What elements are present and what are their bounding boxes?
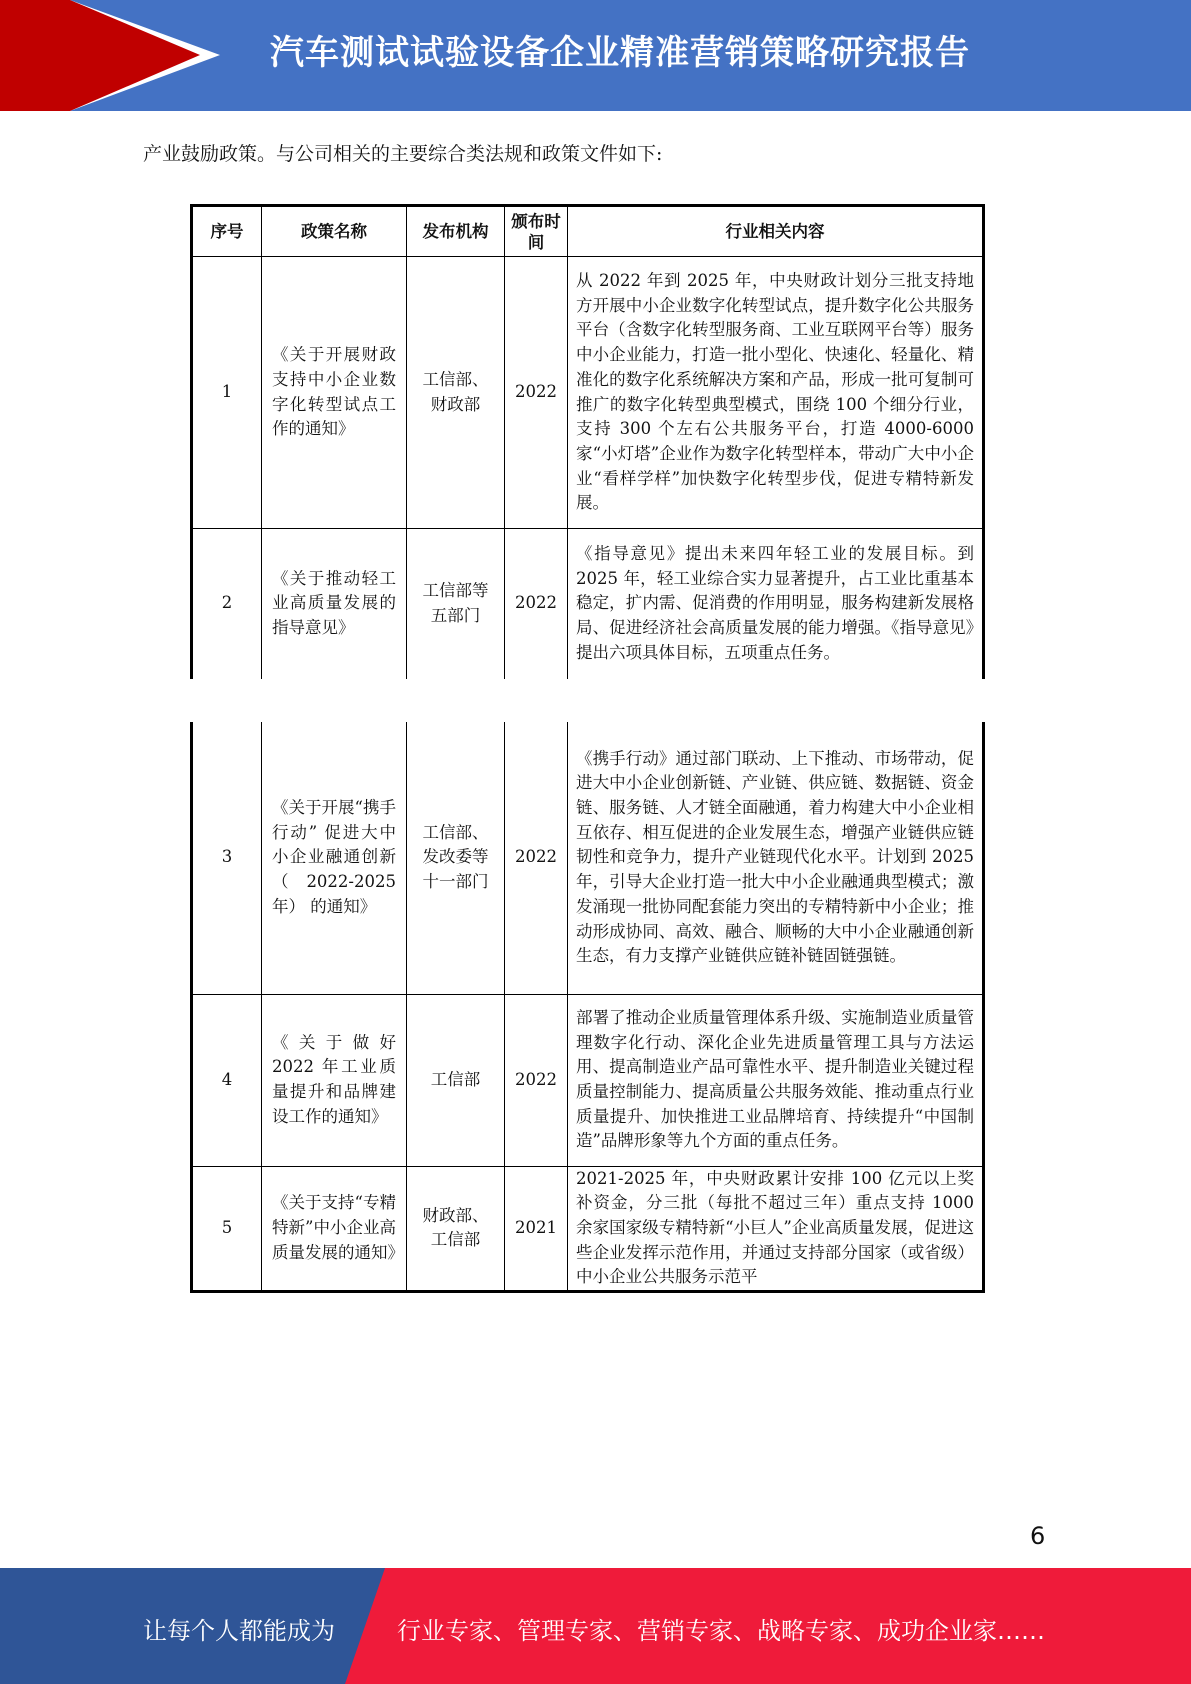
row-content: 从 2022 年到 2025 年，中央财政计划分三批支持地方开展中小企业数字化转型试点，提升数字化公共服务平台（含数字化转型服务商、工业互联网平台等）服务中小企业能力，打造一批小型化、快速化、轻量化、精准化的数字化系统解决方案和产品，形成一批可复制可推广的数字化转型典型模式，围绕 100 个细分行业，支持 300 个左右公共服务平台，打造 4000-6000 家“小灯塔”企业作为数字化转型样本，带动广大中小企业“看样学样”加快数字化转型步伐，促进专精特新发展。 (568, 257, 984, 529)
row-org: 工信部 (407, 994, 505, 1166)
header-org: 发布机构 (407, 206, 505, 257)
row-year: 2022 (505, 722, 568, 994)
row-content: 《指导意见》提出未来四年轻工业的发展目标。到 2025 年，轻工业综合实力显著提升，占工业比重基本稳定，扩内需、促消费的作用明显，服务构建新发展格局、促进经济社会高质量发展的能力增强。《指导意见》提出六项具体目标，五项重点任务。 (568, 529, 984, 679)
row-policy-name: 《关于推动轻工业高质量发展的指导意见》 (262, 529, 407, 679)
row-org: 工信部等五部门 (407, 529, 505, 679)
row-no: 4 (192, 994, 262, 1166)
row-year: 2022 (505, 994, 568, 1166)
table-row (192, 1166, 984, 1292)
footer-slogan-right: 行业专家、管理专家、营销专家、战略专家、成功企业家…… (397, 1617, 1045, 1645)
row-no: 3 (192, 722, 262, 994)
header-red-block (0, 0, 70, 111)
policy-table-part1 (190, 204, 985, 679)
table-row (192, 529, 984, 679)
header-content: 行业相关内容 (568, 206, 984, 257)
table-header-row (192, 206, 984, 257)
intro-text: 产业鼓励政策。与公司相关的主要综合类法规和政策文件如下: (143, 143, 663, 165)
table-row (192, 994, 984, 1166)
row-org: 工信部、发改委等十一部门 (407, 722, 505, 994)
page-number: 6 (1030, 1522, 1046, 1550)
row-no: 2 (192, 529, 262, 679)
footer-banner (0, 1568, 1191, 1684)
row-policy-name: 《关于开展“携手行动” 促进大中小企业融通创新（2022-2025年） 的通知》 (262, 722, 407, 994)
row-year: 2021 (505, 1166, 568, 1292)
row-no: 5 (192, 1166, 262, 1292)
table-row (192, 722, 984, 994)
row-content: 《携手行动》通过部门联动、上下推动、市场带动，促进大中小企业创新链、产业链、供应链、数据链、资金链、服务链、人才链全面融通，着力构建大中小企业相互依存、相互促进的企业发展生态，增强产业链供应链韧性和竞争力，提升产业链现代化水平。计划到 2025 年，引导大企业打造一批大中小企业融通典型模式；激发涌现一批协同配套能力突出的专精特新中小企业；推动形成协同、高效、融合、顺畅的大中小企业融通创新生态，有力支撑产业链供应链补链固链强链。 (568, 722, 984, 994)
header-arrow (70, 0, 200, 111)
header-year: 颁布时间 (505, 206, 568, 257)
header-banner (0, 0, 1191, 111)
policy-table-part2 (190, 722, 985, 1293)
footer-slogan-left: 让每个人都能成为 (143, 1617, 335, 1645)
footer-blue-slant (345, 1568, 385, 1684)
row-no: 1 (192, 257, 262, 529)
report-title: 汽车测试试验设备企业精准营销策略研究报告 (270, 33, 970, 73)
row-policy-name: 《关于支持“专精特新”中小企业高质量发展的通知》 (262, 1166, 407, 1292)
row-org: 工信部、财政部 (407, 257, 505, 529)
row-org: 财政部、工信部 (407, 1166, 505, 1292)
row-content: 2021-2025 年，中央财政累计安排 100 亿元以上奖补资金，分三批（每批不超过三年）重点支持 1000 余家国家级专精特新“小巨人”企业高质量发展，促进这些企业发挥示范作用，并通过支持部分国家（或省级）中小企业公共服务示范平 (568, 1166, 984, 1292)
header-no: 序号 (192, 206, 262, 257)
row-policy-name: 《关于开展财政支持中小企业数字化转型试点工作的通知》 (262, 257, 407, 529)
row-year: 2022 (505, 529, 568, 679)
table-row (192, 257, 984, 529)
row-policy-name: 《关于做好 2022 年工业质量提升和品牌建设工作的通知》 (262, 994, 407, 1166)
header-name: 政策名称 (262, 206, 407, 257)
row-year: 2022 (505, 257, 568, 529)
row-content: 部署了推动企业质量管理体系升级、实施制造业质量管理数字化行动、深化企业先进质量管理工具与方法运用、提高制造业产品可靠性水平、提升制造业关键过程质量控制能力、提高质量公共服务效能、推动重点行业质量提升、加快推进工业品牌培育、持续提升“中国制造”品牌形象等九个方面的重点任务。 (568, 994, 984, 1166)
